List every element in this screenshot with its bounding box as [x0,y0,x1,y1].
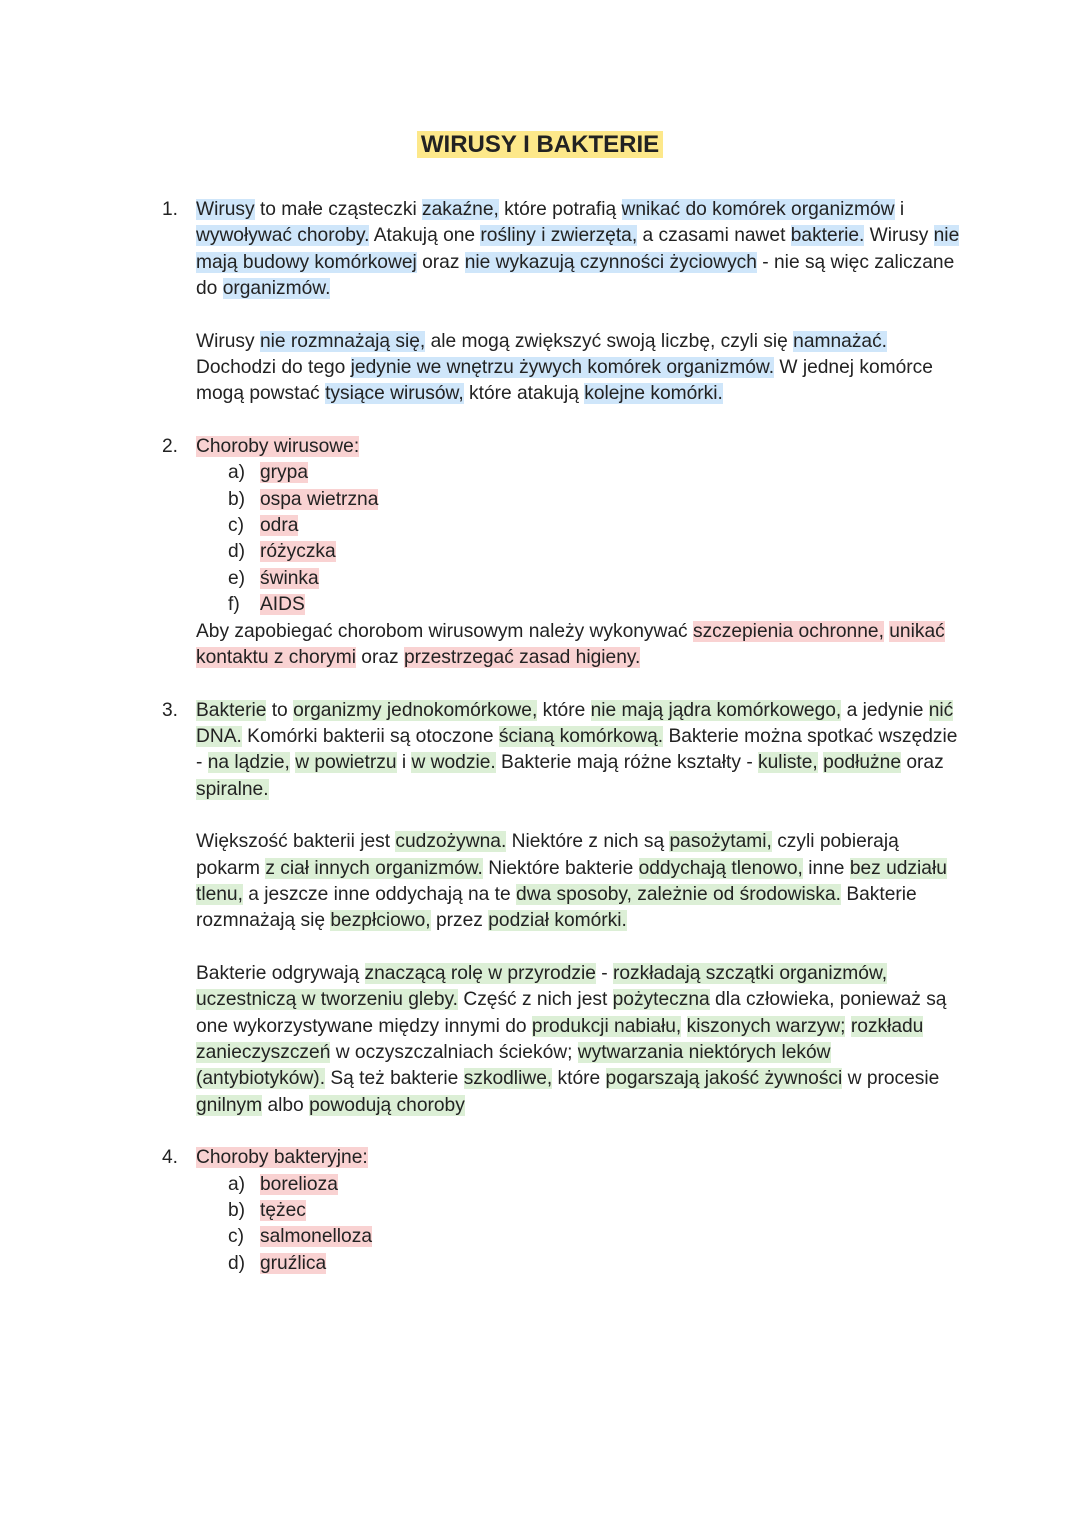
text-run: Są też bakterie [325,1068,464,1090]
list-item [228,1198,960,1224]
text-run: inne [802,857,850,879]
text-run: Bakterie odgrywają [196,962,365,984]
highlighted-phrase: tysiące wirusów, [325,383,464,405]
list-item-letter: e) [228,567,246,589]
highlighted-phrase: kolejne komórki. [584,383,723,405]
text-run: a jeszcze inne oddychają na te [242,883,517,905]
section-2 [160,434,960,672]
section-4 [160,1145,960,1277]
highlighted-phrase: produkcji nabiału, [531,1015,682,1037]
text-run: Bakterie można spotkać wszędzie - [196,725,958,774]
text-run: które [537,699,591,721]
highlighted-phrase: nie mają budowy komórkowej [196,225,960,273]
list-item [228,1251,960,1277]
text-run: czyli pobierają pokarm [196,831,899,879]
page-title [0,128,1080,162]
highlighted-phrase: Wirusy [196,199,255,220]
section-heading-text: Choroby bakteryjne: [196,1147,368,1169]
paragraph [196,829,960,935]
highlighted-phrase: kuliste, [758,752,818,774]
highlighted-phrase: wywoływać choroby. [196,225,370,247]
highlighted-phrase: powodują choroby [309,1094,465,1116]
highlighted-phrase: wytwarzania niektórych leków (antybiotyków). [196,1041,831,1090]
section-number: 4. [162,1147,179,1169]
highlighted-phrase: wnikać do komórek organizmów [621,199,895,220]
highlighted-phrase: nie mają jądra komórkowego, [590,699,842,721]
text-run: dla człowieka, ponieważ są one wykorzystywane między innymi do [196,989,947,1037]
text-run: w oczyszczalniach ścieków; [330,1041,578,1063]
paragraph [196,961,960,1119]
text-run: - nie są więc zaliczane do [196,251,955,300]
section-number: 3. [162,699,179,721]
highlighted-phrase: gnilnym [196,1094,263,1116]
highlighted-phrase: bakterie. [790,225,865,247]
list-item-letter: d) [228,541,246,563]
text-run: które atakują [463,383,585,405]
list-item-letter: d) [228,1252,246,1274]
highlighted-phrase: nie rozmnażają się, [259,330,426,352]
highlighted-phrase: w wodzie. [411,752,496,774]
paragraph-spacer [196,803,960,829]
highlighted-phrase: organizmów. [222,278,331,300]
list-item-text: świnka [260,567,319,589]
text-run: oraz [416,251,465,273]
list-item-text: ospa wietrzna [260,488,379,510]
text-run: Komórki bakterii są otoczone [241,725,499,747]
highlighted-phrase: podział komórki. [488,910,627,932]
section-1 [160,197,960,408]
text-run: Bakterie rozmnażają się [196,883,917,932]
paragraph [196,698,960,804]
list-item-letter: a) [228,1173,246,1195]
highlighted-phrase: uczestniczą w tworzeniu gleby. [196,989,458,1011]
text-run: Wirusy [864,225,934,247]
list-item-letter: f) [228,594,240,616]
text-run: i [894,199,905,220]
section-note [196,619,960,672]
list-item-letter: a) [228,462,246,484]
highlighted-phrase: pożyteczna [612,989,710,1011]
text-run: - [595,962,613,984]
section-3 [160,698,960,1120]
list-item-text: AIDS [260,594,305,616]
highlighted-phrase: pasożytami, [669,831,772,853]
highlighted-phrase: spiralne. [196,778,269,800]
highlighted-phrase: namnażać. [793,330,888,352]
highlighted-phrase: z ciał innych organizmów. [265,857,483,879]
text-run [681,1016,686,1037]
highlighted-phrase: unikać kontaktu z chorymi [196,620,945,669]
section-number: 1. [162,199,179,220]
highlighted-phrase: ścianą komórkową. [498,725,664,747]
list-item-text: salmonelloza [260,1226,372,1248]
text-run: Bakterie mają różne kształty - [495,752,759,774]
highlighted-phrase: rośliny i zwierzęta, [480,225,638,247]
section-heading [196,434,960,460]
list-item-text: tężec [260,1200,306,1221]
section-number: 2. [162,435,179,457]
highlighted-phrase: w powietrzu [295,752,397,774]
highlighted-phrase: bezpłciowo, [330,910,431,932]
list-item [228,1172,960,1198]
highlighted-phrase: przestrzegać zasad higieny. [403,647,641,669]
paragraph-spacer [196,935,960,961]
highlighted-phrase: oddychają tlenowo, [638,857,803,879]
highlighted-phrase: Bakterie [196,699,267,721]
highlighted-phrase: jedynie we wnętrzu żywych komórek organizmów. [350,357,775,379]
text-run: Aby zapobiegać chorobom wirusowym należy wykonywać [196,620,693,642]
highlighted-phrase: kiszonych warzyw; [686,1015,846,1037]
text-run: Wirusy [196,330,260,352]
list-item-letter: c) [228,515,244,537]
list-item-letter: b) [228,1200,246,1221]
text-run: które potrafią [498,199,622,220]
highlighted-phrase: dwa sposoby, zależnie od środowiska. [516,883,841,905]
text-run: oraz [355,647,404,669]
text-run: oraz [901,752,944,774]
paragraph-spacer [196,303,960,329]
text-run: Większość bakterii jest [196,831,396,853]
section-spacer [160,672,960,698]
text-run: które [552,1068,606,1090]
highlighted-phrase: nić DNA. [196,699,954,747]
page-title-text: WIRUSY I BAKTERIE [417,131,663,158]
list-item [228,592,960,618]
text-run: W jednej komórce mogą powstać [196,357,933,405]
list-item-text: odra [260,515,299,537]
sub-list [196,460,960,618]
text-run: a jedynie [841,699,929,721]
text-run: ale mogą zwiększyć swoją liczbę, czyli się [425,330,794,352]
text-run: i [396,752,412,774]
list-item [228,460,960,486]
list-item-letter: b) [228,488,246,510]
highlighted-phrase: rozkładają szczątki organizmów, [613,962,888,984]
list-item-text: borelioza [260,1173,338,1195]
highlighted-phrase: pogarszają jakość żywności [605,1068,843,1090]
highlighted-phrase: szczepienia ochronne, [692,620,884,642]
text-run: przez [430,910,489,932]
paragraph [196,197,960,303]
list-item [228,566,960,592]
highlighted-phrase: cudzożywna. [395,831,507,853]
sub-list [196,1172,960,1278]
text-run: Część z nich jest [458,989,613,1011]
document-body [160,197,960,1277]
section-heading [196,1145,960,1171]
text-run: to małe cząsteczki [254,199,423,220]
highlighted-phrase: bez udziału tlenu, [196,857,947,905]
text-run: Niektóre bakterie [482,857,639,879]
highlighted-phrase: nie wykazują czynności życiowych [464,251,757,273]
text-run: Niektóre z nich są [506,831,670,853]
section-spacer [160,408,960,434]
list-item [228,539,960,565]
section-heading-text: Choroby wirusowe: [196,435,360,457]
highlighted-phrase: organizmy jednokomórkowe, [293,699,538,721]
text-run: to [266,699,294,721]
text-run: a czasami nawet [637,225,791,247]
list-item [228,513,960,539]
highlighted-phrase: szkodliwe, [463,1068,553,1090]
list-item-letter: c) [228,1226,244,1248]
highlighted-phrase: znaczącą rolę w przyrodzie [364,962,596,984]
highlighted-phrase: na lądzie, [207,752,290,774]
paragraph [196,329,960,408]
list-item-text: gruźlica [260,1252,327,1274]
text-run: w procesie [842,1068,940,1090]
text-run: Atakują one [369,225,481,247]
highlighted-phrase: podłużne [823,752,901,774]
highlighted-phrase: rozkładu zanieczyszczeń [196,1015,924,1063]
section-spacer [160,1119,960,1145]
list-item [228,1224,960,1250]
text-run: Dochodzi do tego [196,357,351,379]
list-item-text: różyczka [260,541,336,563]
list-item-text: grypa [260,462,308,484]
highlighted-phrase: zakaźne, [422,199,499,220]
list-item [228,487,960,513]
text-run: albo [262,1094,310,1116]
